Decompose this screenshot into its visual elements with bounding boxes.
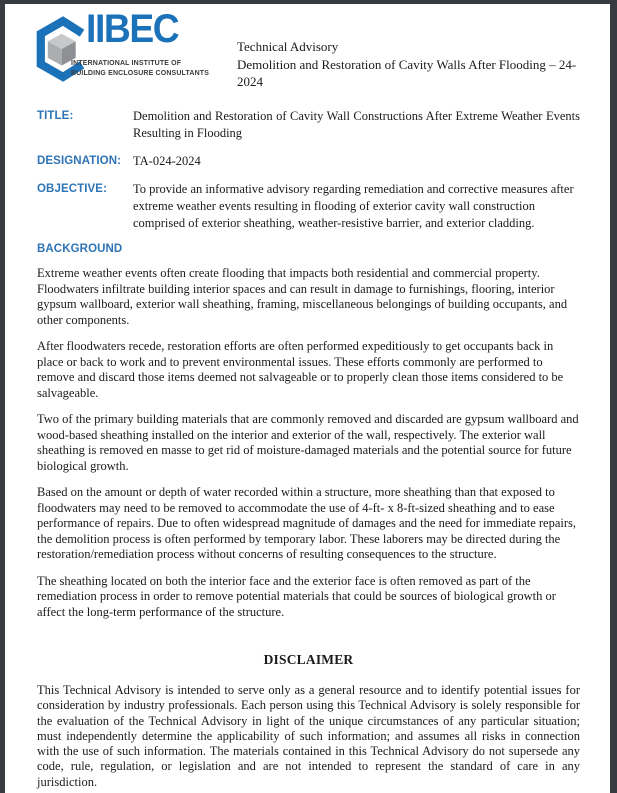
header-title-block [237,38,599,91]
meta-section [37,108,580,232]
meta-row-designation [37,153,580,170]
background-paragraph: After floodwaters recede, restoration efforts are often performed expeditiously to get occupants back in place or back to work and to prevent environmental issues. These efforts commonly are performed to remove and discard those items deemed not salvageable or to properly clean those items considered to be salvageable. [37,339,564,400]
disclaimer-body: This Technical Advisory is intended to serve only as a general resource and to identify potential issues for consideration by industry professionals. Each person using this Technical Advisory is solely responsible for the evaluation of the Technical Advisory in light of the unique circumstances of any particular situation; must independently determine the applicability of such information; and assumes all risks in connection with the use of such information. The materials contained in this Technical Advisory do not supersede any code, rule, regulation, or legislation and are not intended to represent the standard of care in any jurisdiction. [37,683,580,789]
background-heading: BACKGROUND [37,243,123,255]
background-paragraph: Two of the primary building materials that are commonly removed and discarded are gypsum wallboard and wood-based sheathing installed on the interior and exterior of the wall, respectively. The exterior wall sheathing is removed en masse to get rid of moisture-damaged materials and the potential source for future biological growth. [37,412,579,473]
meta-row-title [37,108,580,142]
objective-label: OBJECTIVE: [37,183,108,195]
designation-label: DESIGNATION: [37,155,122,167]
title-label: TITLE: [37,110,74,122]
meta-row-objective [37,181,580,232]
logo-subtitle-line2: BUILDING ENCLOSURE CONSULTANTS [71,69,210,77]
title-value: Demolition and Restoration of Cavity Wall Constructions After Extreme Weather Events Resulting in Flooding [133,109,580,140]
logo-wordmark: IIBEC [86,7,179,51]
designation-value: TA-024-2024 [133,154,201,168]
logo-subtitle [71,59,209,78]
iibec-logo [31,7,241,90]
background-paragraph: Extreme weather events often create flooding that impacts both residential and commercial property. Floodwaters infiltrate building interior spaces and can result in damage to furnishings, flooring, interior gypsum wallboard, exterior wall sheathing, framing, miscellaneous belongings of building occupants, and other components. [37,266,568,327]
logo-subtitle-line1: INTERNATIONAL INSTITUTE OF [71,60,182,67]
background-section [37,243,580,620]
objective-value: To provide an informative advisory regarding remediation and corrective measures after extreme weather events resulting in flooding of exterior cavity wall construction comprised of exterior sheathing, weather-resistive barrier, and exterior cladding. [133,182,574,230]
doc-type: Technical Advisory [237,39,339,54]
background-paragraph: Based on the amount or depth of water recorded within a structure, more sheathing than that exposed to floodwaters may need to be removed to accommodate the use of 4-ft- x 8-ft-sized sheathing and to ease performance of repairs. Due to often widespread magnitude of damages and the need for immediate repairs, the demolition process is often performed by temporary labor. These laborers may be directed during the restoration/remediation process without concerns of resulting consequences to the structure. [37,485,577,561]
disclaimer-section [37,652,580,790]
doc-subject: Demolition and Restoration of Cavity Walls After Flooding – 24-2024 [237,56,577,89]
page-header [37,7,580,90]
disclaimer-heading: DISCLAIMER [263,652,354,667]
background-paragraph: The sheathing located on both the interior face and the exterior face is often removed as part of the remediation process in order to remove potential materials that could be sources of biological growth or affect the long-term performance of the structure. [37,573,556,619]
